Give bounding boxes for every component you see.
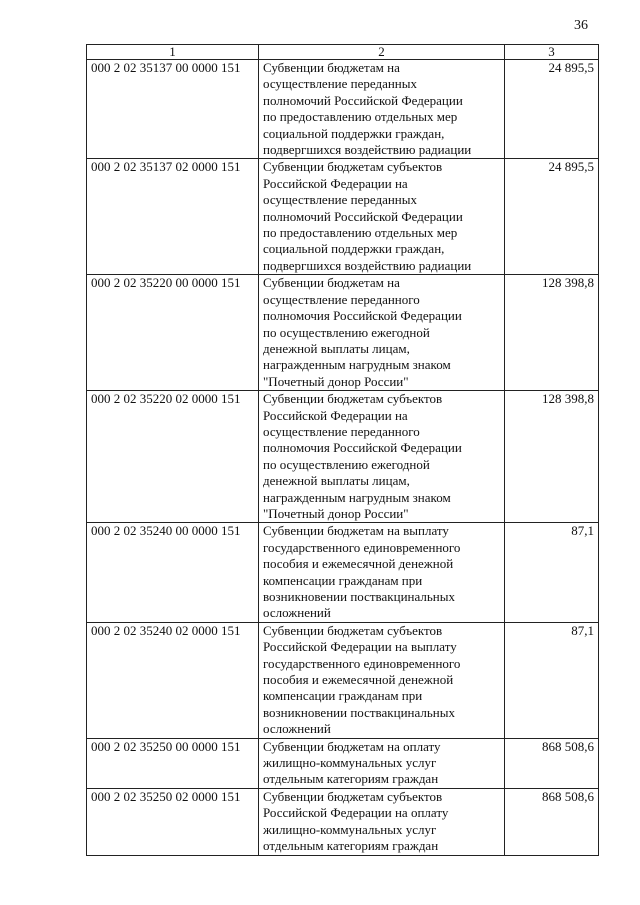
table-row bbox=[87, 788, 599, 855]
description-line: по осуществлению ежегодной bbox=[263, 456, 430, 472]
table-row bbox=[87, 523, 599, 622]
table-row bbox=[87, 159, 599, 275]
description-line: осуществление переданных bbox=[263, 192, 417, 208]
description-line: Российской Федерации на bbox=[263, 407, 408, 423]
description-cell bbox=[259, 60, 505, 159]
table-row bbox=[87, 275, 599, 391]
description-line: Субвенции бюджетам субъектов bbox=[263, 391, 443, 407]
budget-code-cell: 000 2 02 35220 02 0000 151 bbox=[87, 391, 259, 523]
description-line: компенсации гражданам при bbox=[263, 572, 423, 588]
budget-code-cell: 000 2 02 35220 00 0000 151 bbox=[87, 275, 259, 391]
description-line: Субвенции бюджетам субъектов bbox=[263, 159, 443, 175]
description-line: денежной выплаты лицам, bbox=[263, 340, 410, 356]
description-line: социальной поддержки граждан, bbox=[263, 125, 445, 141]
budget-code-cell: 000 2 02 35137 02 0000 151 bbox=[87, 159, 259, 275]
amount-cell: 868 508,6 bbox=[505, 788, 599, 855]
description-line: социальной поддержки граждан, bbox=[263, 241, 445, 257]
description-line: награжденным нагрудным знаком bbox=[263, 489, 451, 505]
description-line: государственного единовременного bbox=[263, 655, 461, 671]
description-line: Российской Федерации на bbox=[263, 175, 408, 191]
column-header-amount: 3 bbox=[505, 45, 599, 60]
description-line: пособия и ежемесячной денежной bbox=[263, 672, 454, 688]
description-line: государственного единовременного bbox=[263, 539, 461, 555]
description-line: "Почетный донор России" bbox=[263, 373, 409, 389]
table-row bbox=[87, 622, 599, 738]
description-cell bbox=[259, 738, 505, 788]
description-line: "Почетный донор России" bbox=[263, 505, 409, 521]
table-row bbox=[87, 391, 599, 523]
description-line: по предоставлению отдельных мер bbox=[263, 109, 458, 125]
amount-cell: 128 398,8 bbox=[505, 275, 599, 391]
description-line: жилищно-коммунальных услуг bbox=[263, 821, 437, 837]
description-line: возникновении поствакцинальных bbox=[263, 704, 455, 720]
description-line: Субвенции бюджетам субъектов bbox=[263, 788, 443, 804]
description-line: Субвенции бюджетам на bbox=[263, 60, 400, 75]
description-line: Субвенции бюджетам субъектов bbox=[263, 622, 443, 638]
amount-cell: 87,1 bbox=[505, 622, 599, 738]
description-line: Российской Федерации на оплату bbox=[263, 805, 449, 821]
table-row bbox=[87, 738, 599, 788]
description-line: компенсации гражданам при bbox=[263, 688, 423, 704]
budget-code-cell: 000 2 02 35250 02 0000 151 bbox=[87, 788, 259, 855]
budget-code-cell: 000 2 02 35240 02 0000 151 bbox=[87, 622, 259, 738]
budget-code-cell: 000 2 02 35240 00 0000 151 bbox=[87, 523, 259, 622]
description-cell bbox=[259, 391, 505, 523]
description-line: пособия и ежемесячной денежной bbox=[263, 556, 454, 572]
budget-code-cell: 000 2 02 35137 00 0000 151 bbox=[87, 60, 259, 159]
column-header-code: 1 bbox=[87, 45, 259, 60]
description-line: Субвенции бюджетам на выплату bbox=[263, 523, 449, 539]
amount-cell: 24 895,5 bbox=[505, 159, 599, 275]
description-line: осуществление переданных bbox=[263, 76, 417, 92]
description-line: полномочий Российской Федерации bbox=[263, 208, 463, 224]
description-cell bbox=[259, 523, 505, 622]
description-line: полномочий Российской Федерации bbox=[263, 92, 463, 108]
description-line: по предоставлению отдельных мер bbox=[263, 225, 458, 241]
description-cell bbox=[259, 159, 505, 275]
description-line: жилищно-коммунальных услуг bbox=[263, 755, 437, 771]
page-number: 36 bbox=[574, 18, 588, 33]
description-line: осложнений bbox=[263, 721, 331, 737]
description-cell bbox=[259, 788, 505, 855]
description-line: награжденным нагрудным знаком bbox=[263, 357, 451, 373]
table-row bbox=[87, 60, 599, 159]
amount-cell: 128 398,8 bbox=[505, 391, 599, 523]
column-header-description: 2 bbox=[259, 45, 505, 60]
description-line: Субвенции бюджетам на bbox=[263, 275, 400, 291]
description-line: возникновении поствакцинальных bbox=[263, 589, 455, 604]
description-line: осуществление переданного bbox=[263, 423, 420, 439]
description-line: по осуществлению ежегодной bbox=[263, 324, 430, 340]
description-line: Российской Федерации на выплату bbox=[263, 639, 457, 655]
description-line: денежной выплаты лицам, bbox=[263, 473, 410, 489]
description-line: отдельным категориям граждан bbox=[263, 838, 439, 854]
description-line: осуществление переданного bbox=[263, 291, 420, 307]
table-header-row bbox=[87, 45, 599, 60]
description-line: осложнений bbox=[263, 605, 331, 621]
amount-cell: 87,1 bbox=[505, 523, 599, 622]
description-line: подвергшихся воздействию радиации bbox=[263, 142, 472, 158]
budget-code-cell: 000 2 02 35250 00 0000 151 bbox=[87, 738, 259, 788]
description-line: полномочия Российской Федерации bbox=[263, 440, 462, 456]
description-line: полномочия Российской Федерации bbox=[263, 308, 462, 324]
description-cell bbox=[259, 622, 505, 738]
description-line: отдельным категориям граждан bbox=[263, 771, 439, 787]
table-body bbox=[87, 60, 599, 856]
description-line: подвергшихся воздействию радиации bbox=[263, 257, 472, 273]
amount-cell: 24 895,5 bbox=[505, 60, 599, 159]
description-line: Субвенции бюджетам на оплату bbox=[263, 738, 441, 754]
amount-cell: 868 508,6 bbox=[505, 738, 599, 788]
budget-table bbox=[86, 44, 599, 856]
description-cell bbox=[259, 275, 505, 391]
